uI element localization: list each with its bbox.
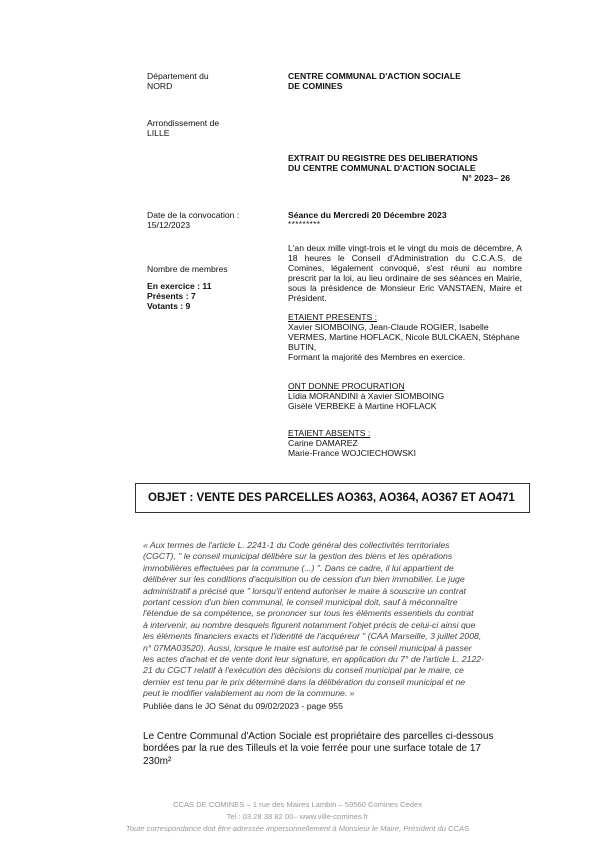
- extract-header: [288, 153, 510, 183]
- footer-contact: Tel : 03 28 38 82 00– www.ville-comines.fr: [226, 812, 369, 821]
- procuration-block: [288, 381, 444, 411]
- seance-paragraph: L'an deux mille vingt-trois et le vingt du mois de décembre, A 18 heures le Conseil d'Administration du C.C.A.S. de Comines, légalement convoqué, s'est réuni au nombre prescrit par la loi, au lieu ordinaire de ses séances en Mairie, sous la présidence de Monsieur Eric VANSTAEN, Maire et Président.: [288, 243, 522, 303]
- presents-block: [288, 312, 528, 362]
- convocation-label: Date de la convocation :: [147, 210, 240, 220]
- quote-line: portant cession d'un bien communal, le conseil municipal doit, sauf à méconnaître: [143, 597, 458, 608]
- quote-line: 21 du CGCT relatif à l'exécution des décisions du conseil municipal par le maire, ce: [143, 665, 464, 676]
- members-presents: Présents : 7: [147, 291, 196, 301]
- absents-heading: ETAIENT ABSENTS :: [288, 428, 371, 438]
- convocation-date: 15/12/2023: [147, 220, 191, 230]
- quote-line: administratif a précisé que " lorsqu'il entend autoriser le maire à souscrire un contrat: [143, 585, 466, 596]
- seance-separator: *********: [288, 220, 321, 229]
- body-line: Le Centre Communal d'Action Sociale est propriétaire des parcelles ci-dessous: [143, 731, 494, 742]
- quote-line: à intervenir, au nombre desquels figurent notamment l'objet précis de celui-ci ainsi que: [143, 619, 476, 630]
- quote-line: n° 07MA03520). Aussi, lorsque le maire est autorisé par le conseil municipal à passer: [143, 642, 472, 653]
- quote-line: l'étendue de sa compétence, se prononcer sur tous les éléments essentiels du contrat: [143, 608, 474, 619]
- quote-line: délibérer sur les conditions d'acquisition ou de cession d'un bien immobilier. Le juge: [143, 574, 465, 585]
- footer-address: CCAS DE COMINES – 1 rue des Maires Lambin – 59560 Comines Cedex: [172, 800, 422, 809]
- departement-block: [147, 71, 209, 91]
- departement-value: NORD: [147, 81, 173, 91]
- procuration-line: Lïdia MORANDINI à Xavier SIOMBOING: [288, 391, 445, 401]
- members-counts: [147, 281, 212, 311]
- quote-line: les actes d'achat et de vente dont leur signature, en application du 7° de l'article L. 2122-: [143, 654, 484, 665]
- extract-line2: DU CENTRE COMMUNAL D'ACTION SOCIALE: [288, 163, 476, 173]
- org-name-line1: CENTRE COMMUNAL D'ACTION SOCIALE: [288, 71, 461, 81]
- absents-block: [288, 428, 416, 458]
- presents-majority: Formant la majorité des Membres en exercice.: [288, 352, 466, 362]
- publication-reference: Publiée dans le JO Sénat du 09/02/2023 - page 955: [143, 701, 343, 711]
- quote-line: immobilières effectuées par la commune (...) ". Dans ce cadre, il lui appartient de: [143, 562, 454, 573]
- extract-line1: EXTRAIT DU REGISTRE DES DELIBERATIONS: [288, 153, 478, 163]
- body-line: bordées par la rue des Tilleuls et la voie ferrée pour une surface totale de 17: [143, 743, 481, 755]
- presents-heading: ETAIENT PRESENTS :: [288, 312, 377, 322]
- members-exercice: En exercice : 11: [147, 281, 212, 291]
- presents-line: VERMES, Martine HOFLACK, Nicole BULCKAEN, Stéphane: [288, 332, 520, 342]
- footer-notice: Toute correspondance doit être adressée impersonnellement à Monsieur le Maire, Président du CCAS: [125, 824, 470, 833]
- body-paragraph: [143, 731, 535, 768]
- deliberation-number: N° 2023– 26: [462, 173, 510, 183]
- organisation-header: [288, 71, 461, 91]
- presents-line: Xavier SIOMBOING, Jean-Claude ROGIER, Isabelle: [288, 322, 489, 332]
- arrondissement-label: Arrondissement de: [147, 118, 220, 128]
- absent-member: Carine DAMAREZ: [288, 438, 358, 448]
- arrondissement-value: LILLE: [147, 128, 170, 138]
- quote-line: (CGCT), " le conseil municipal délibère sur la gestion des biens et les opérations: [143, 551, 453, 562]
- seance-title: Séance du Mercredi 20 Décembre 2023: [288, 210, 447, 220]
- quote-line: peut le modifier valablement au nom de la commune. »: [143, 688, 355, 699]
- legal-quote: [143, 540, 525, 700]
- quote-line: « Aux termes de l'article L. 2241-1 du Code général des collectivités territoriales: [143, 540, 450, 550]
- quote-line: les éléments financiers exacts et l'identité de l'acquéreur " (CAA Marseille, 3 juillet 2008,: [143, 631, 482, 642]
- objet-title: OBJET : VENTE DES PARCELLES AO363, AO364, AO367 ET AO471: [148, 492, 515, 504]
- quote-line: dernier est tenu par le prix déterminé dans la délibération du conseil municipal et ne: [143, 676, 466, 687]
- procuration-line: Gisèle VERBEKE à Martine HOFLACK: [288, 401, 437, 411]
- objet-box: [135, 483, 530, 513]
- absent-member: Marie-France WOJCIECHOWSKI: [288, 448, 416, 458]
- convocation-block: [147, 210, 239, 230]
- procuration-heading: ONT DONNE PROCURATION: [288, 381, 405, 391]
- arrondissement-block: [147, 118, 219, 138]
- org-name-line2: DE COMINES: [288, 81, 343, 91]
- members-votants: Votants : 9: [147, 301, 191, 311]
- members-label: Nombre de membres: [147, 264, 228, 274]
- body-line: 230m²: [143, 755, 172, 767]
- presents-line: BUTIN,: [288, 342, 317, 352]
- departement-label: Département du: [147, 71, 209, 81]
